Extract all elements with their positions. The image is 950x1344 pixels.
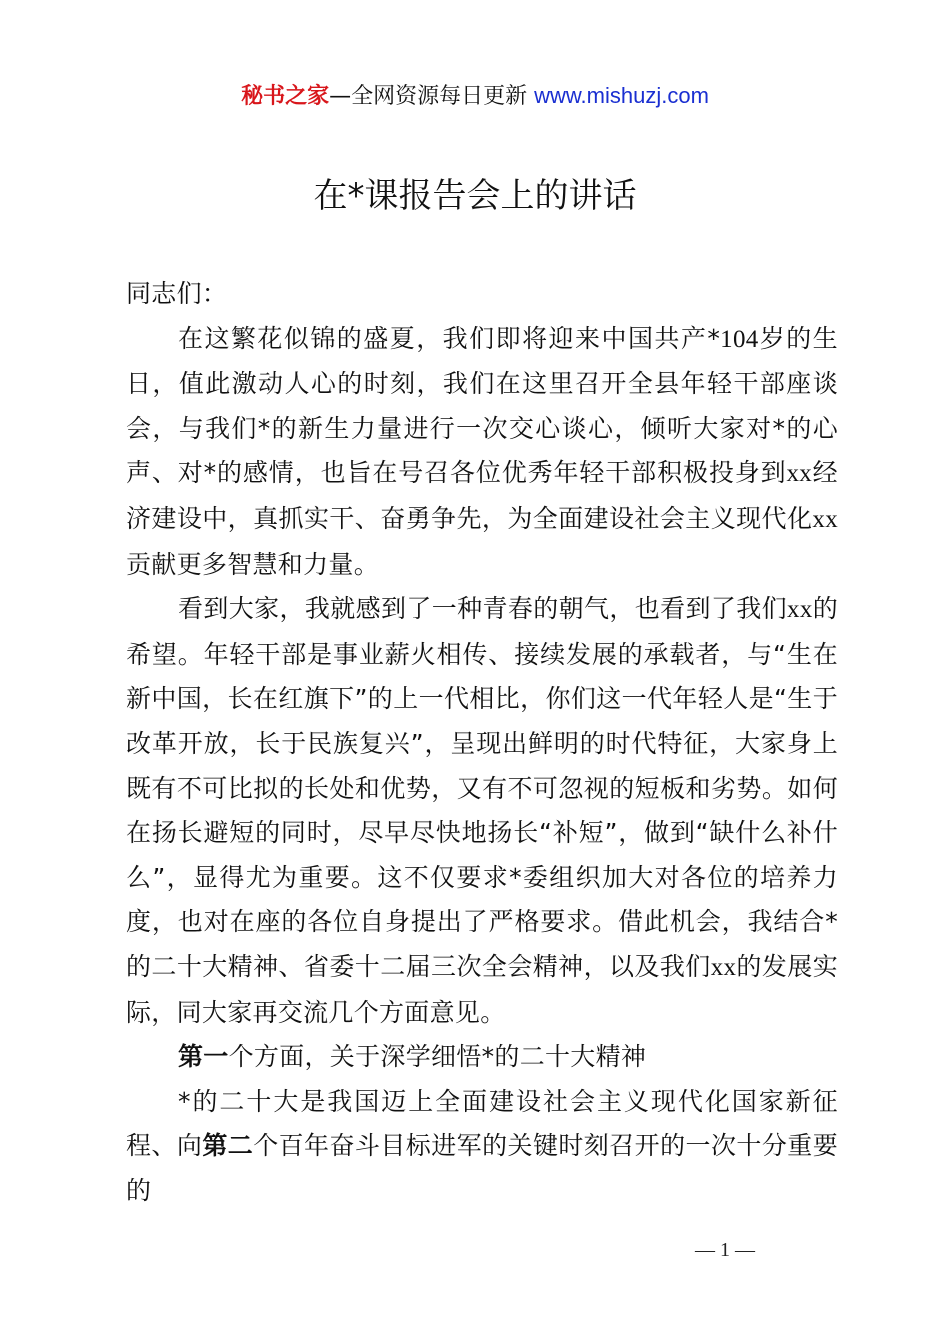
p4-bold: 第二: [202, 1131, 254, 1161]
p4-text-2: 个百年奋斗目标进军的关键时刻召开的一次十分重要的: [126, 1131, 839, 1205]
p2-text-3: 的发展实际，同大家再交流几个方面意见。: [126, 951, 838, 1027]
paragraph-1: [126, 317, 838, 588]
brand-name: 秘书之家: [241, 84, 330, 109]
p1-placeholder-1: xx: [786, 460, 813, 488]
header-url[interactable]: www.mishuzj.com: [534, 83, 709, 108]
page-number: — 1 —: [695, 1239, 755, 1261]
p2-text-2: 的希望。年轻干部是事业薪火相传、接续发展的承载者，与“生在新中国，长在红旗下”的上一代相比，你们这一代年轻人是“生于改革开放，长于民族复兴”，呈现出鲜明的时代特征，大家身上既有不可比拟的长处和优势，又有不可忽视的短板和劣势。如何在扬长避短的同时，尽早尽快地扬长“补短”，做到“缺什么补什么”，显得尤为重要。这不仅要求*委组织加大对各位的培养力度，也对在座的各位自身提出了严格要求。借此机会，我结合*的二十大精神、省委十二届三次全会精神，以及我们: [126, 594, 839, 981]
p1-text-3: 经济建设中，真抓实干、奋勇争先，为全面建设社会主义现代化: [126, 458, 838, 533]
header-separator: —: [329, 84, 352, 109]
site-header: [0, 80, 950, 113]
p2-placeholder-2: xx: [710, 953, 737, 981]
section-heading-bold: 第一: [178, 1042, 229, 1072]
p1-placeholder-2: xx: [812, 505, 838, 533]
salutation: 同志们：: [126, 279, 228, 308]
p2-placeholder-1: xx: [787, 596, 813, 624]
paragraph-4: [126, 1080, 838, 1214]
document-body: [126, 272, 838, 1213]
section-heading-1: [126, 1035, 838, 1080]
p1-number: 104: [720, 325, 759, 353]
section-heading-text: 个方面，关于深学细悟*的二十大精神: [228, 1042, 647, 1072]
p1-text-4: 贡献更多智慧和力量。: [126, 549, 380, 579]
paragraph-2: [126, 587, 838, 1035]
p1-text-2: 岁的生日，值此激动人心的时刻，我们在这里召开全县年轻干部座谈会，与我们*的新生力量进行一次交心谈心，倾听大家对*的心声、对*的感情，也旨在号召各位优秀年轻干部积极投身到: [126, 323, 838, 488]
p4-text-1: *的二十大是我国迈上全面建设社会主义现代化国家新征程、向: [126, 1086, 838, 1161]
header-tagline: 全网资源每日更新: [351, 84, 528, 109]
document-title: 在*课报告会上的讲话: [313, 176, 637, 216]
p1-text-1: 在这繁花似锦的盛夏，我们即将迎来中国共产*: [178, 323, 721, 353]
p2-text-1: 看到大家，我就感到了一种青春的朝气，也看到了我们: [178, 594, 788, 624]
